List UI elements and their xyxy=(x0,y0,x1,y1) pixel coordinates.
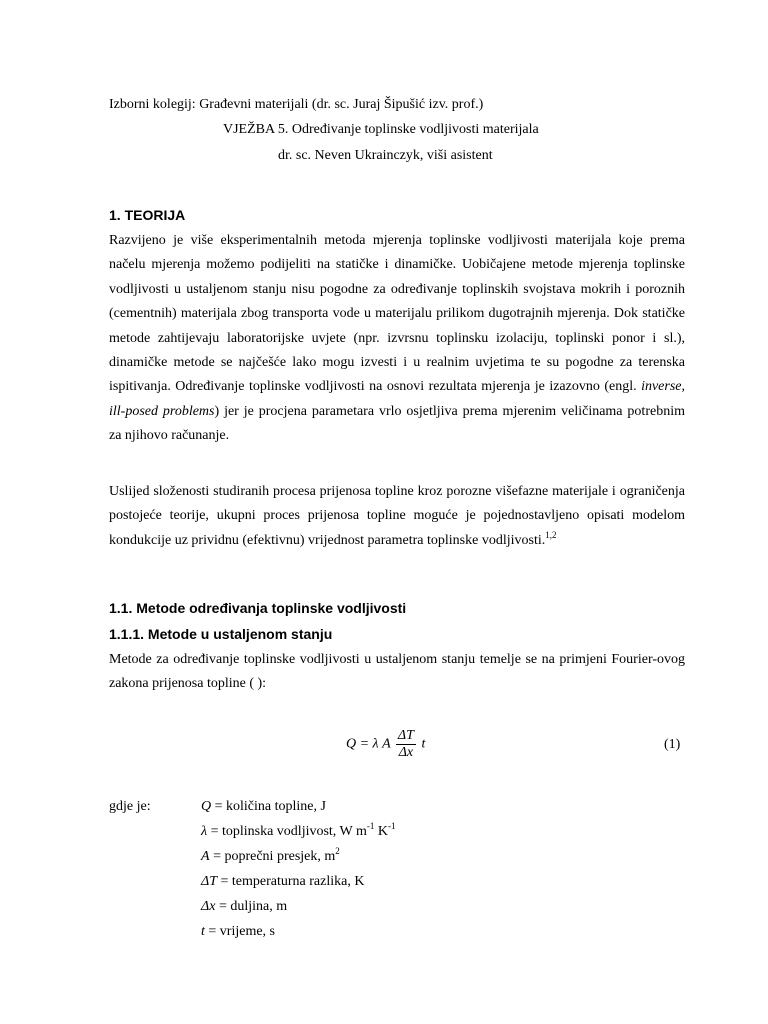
definitions-label: gdje je: xyxy=(109,799,151,814)
def-symbol: Q xyxy=(201,799,212,814)
equation-lhs: Q = λ A xyxy=(346,736,391,752)
equation-fraction xyxy=(396,728,416,761)
equation-number: (1) xyxy=(664,737,681,752)
equation-rhs: t xyxy=(421,736,426,752)
def-text: = toplinska vodljivost, W m xyxy=(207,824,367,839)
course-line: Izborni kolegij: Građevni materijali (dr. sc. Juraj Šipušić izv. prof.) xyxy=(109,97,484,112)
def-text: = duljina, m xyxy=(215,899,288,914)
methods-text: Metode za određivanje toplinske vodljivosti u ustaljenom stanju temelje se na primjeni Fourier-ovog zakona prijenosa topline ( ): xyxy=(109,652,685,692)
def-text: K xyxy=(374,824,389,839)
section-title-metode: 1.1. Metode određivanja toplinske vodljivosti xyxy=(109,600,407,616)
theory-p1-italic: inverse, ill-posed problems xyxy=(109,379,685,419)
def-sup: -1 xyxy=(366,821,375,831)
def-sup: -1 xyxy=(388,821,396,831)
def-symbol: t xyxy=(201,924,205,939)
theory-paragraph-2 xyxy=(109,480,685,553)
def-symbol: λ xyxy=(201,824,208,839)
subsection-title-ustaljeno: 1.1.1. Metode u ustaljenom stanju xyxy=(109,626,333,642)
theory-paragraph-1 xyxy=(109,229,685,449)
equation-denominator: Δx xyxy=(398,745,414,760)
exercise-title: VJEŽBA 5. Određivanje toplinske vodljivosti materijala xyxy=(223,122,539,137)
definition-delta-x xyxy=(201,899,287,915)
theory-p1-text-end: ) jer je procjena parametara vrlo osjetljiva prema mjerenim veličinama potrebnim za njihovo računanje. xyxy=(109,403,685,444)
definition-lambda xyxy=(201,821,396,840)
def-symbol: A xyxy=(201,849,210,864)
equation-numerator: ΔT xyxy=(397,728,414,743)
definition-a xyxy=(201,846,340,865)
definition-delta-t xyxy=(201,874,364,890)
definition-q xyxy=(201,799,326,815)
def-symbol: Δx xyxy=(201,899,216,914)
theory-p2-text: Uslijed složenosti studiranih procesa prijenosa topline kroz porozne višefazne materijale i ograničenja postojeće teorije, ukupni proces prijenosa topline moguće je pojednostavljeno opisati modelom kondukcije uz prividnu (efektivnu) vrijednost parametra toplinske vodljivosti. xyxy=(109,484,685,548)
theory-p1-text: Razvijeno je više eksperimentalnih metoda mjerenja toplinske vodljivosti materijala koje prema načelu mjerenja možemo podijeliti na statičke i dinamičke. Uobičajene metode mjerenja toplinske vodljivosti u ustaljenom stanju nisu pogodne za određivanje toplinskih svojstava mokrih i poroznih (cementnih) materijala zbog transporta vode u materijalu prilikom dugotrajnih mjerenja. Dok statičke metode zahtijevaju laboratorijske uvjete (npr. izvrsnu toplinsku izolaciju, toplinski ponor i sl.), dinamičke metode se najčešće lako mogu izvesti i u realnim uvjetima te su pogodne za terenska ispitivanja. Određivanje toplinske vodljivosti na osnovi rezultata mjerenja je izazovno (engl. xyxy=(109,233,685,395)
equation-fourier xyxy=(346,728,425,761)
def-text: = poprečni presjek, m xyxy=(209,849,336,864)
definition-t xyxy=(201,924,275,940)
reference-superscript: 1,2 xyxy=(545,529,557,540)
section-title-teorija: 1. TEORIJA xyxy=(109,207,186,223)
def-text: = vrijeme, s xyxy=(204,924,275,939)
def-text: = količina topline, J xyxy=(211,799,326,814)
def-sup: 2 xyxy=(335,846,340,856)
author-line: dr. sc. Neven Ukrainczyk, viši asistent xyxy=(278,148,493,163)
def-symbol: ΔT xyxy=(201,874,218,889)
methods-paragraph xyxy=(109,648,685,697)
def-text: = temperaturna razlika, K xyxy=(217,874,365,889)
